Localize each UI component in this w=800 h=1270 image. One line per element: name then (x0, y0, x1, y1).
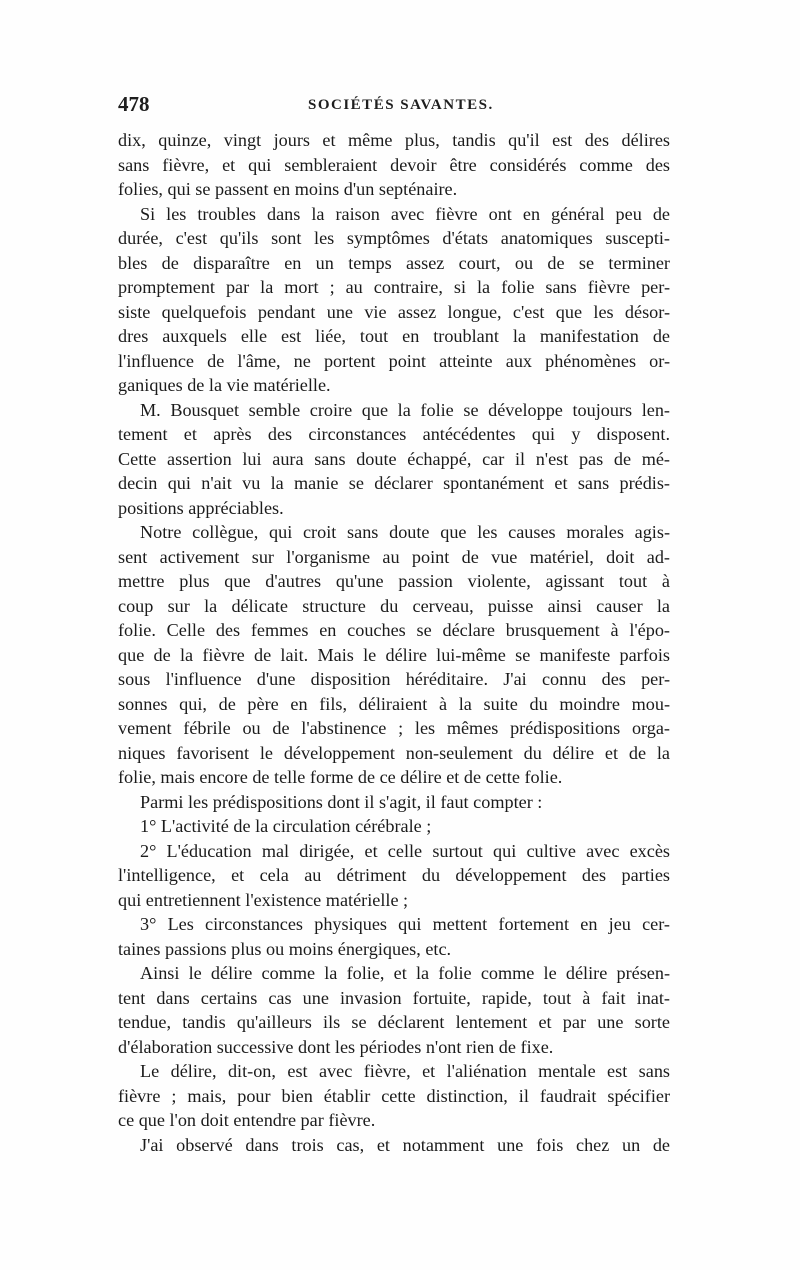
text-line: 2° L'éducation mal dirigée, et celle surtout qui cultive avec excès (140, 840, 670, 861)
text-line: bles de disparaître en un temps assez court, ou de se terminer (118, 252, 670, 273)
text-line: sans fièvre, et qui sembleraient devoir être considérés comme des (118, 154, 670, 175)
text-line: M. Bousquet semble croire que la folie se développe toujours len- (140, 399, 670, 420)
text-line: tent dans certains cas une invasion fortuite, rapide, tout à fait inat- (118, 987, 670, 1008)
text-line: promptement par la mort ; au contraire, si la folie sans fièvre per- (118, 277, 670, 297)
text-line: que de la fièvre de lait. Mais le délire lui-même se manifeste parfois (118, 644, 670, 665)
text-line: positions appréciables. (118, 497, 284, 518)
text-line: Si les troubles dans la raison avec fièvre ont en général peu de (140, 203, 670, 224)
text-line: folies, qui se passent en moins d'un septénaire. (118, 179, 458, 199)
text-line: coup sur la délicate structure du cerveau, puisse ainsi causer la (118, 595, 670, 616)
text-line: 3° Les circonstances physiques qui mettent fortement en jeu cer- (140, 914, 670, 934)
text-line: l'influence de l'âme, ne portent point atteinte aux phénomènes or- (118, 350, 670, 371)
text-line: sonnes qui, de père en fils, déliraient à la suite du moindre mou- (118, 693, 670, 714)
text-line: fièvre ; mais, pour bien établir cette distinction, il faudrait spécifier (118, 1085, 670, 1106)
text-line: Le délire, dit-on, est avec fièvre, et l'aliénation mentale est sans (140, 1061, 670, 1081)
running-head (118, 92, 678, 118)
running-title: SOCIÉTÉS SAVANTES. (308, 97, 494, 113)
text-line: l'intelligence, et cela au détriment du développement des parties (118, 865, 670, 885)
text-line: Cette assertion lui aura sans doute échappé, car il n'est pas de mé- (118, 448, 670, 469)
text-line: tement et après des circonstances antécédentes qui y disposent. (118, 424, 670, 444)
text-line: siste quelquefois pendant une vie assez longue, c'est que les désor- (118, 301, 670, 322)
text-line: dres auxquels elle est liée, tout en troublant la manifestation de (118, 326, 670, 346)
text-line: qui entretiennent l'existence matérielle ; (118, 889, 409, 910)
text-line: folie. Celle des femmes en couches se déclare brusquement à l'épo- (118, 620, 670, 640)
text-line: folie, mais encore de telle forme de ce délire et de cette folie. (118, 767, 563, 787)
text-line: Parmi les prédispositions dont il s'agit, il faut compter : (140, 791, 543, 812)
text-line: dix, quinze, vingt jours et même plus, tandis qu'il est des délires (118, 130, 670, 150)
text-line: decin qui n'ait vu la manie se déclarer spontanément et sans prédis- (118, 473, 670, 493)
text-line: 1° L'activité de la circulation cérébrale ; (140, 816, 432, 836)
page-number: 478 (118, 92, 150, 116)
text-line: durée, c'est qu'ils sont les symptômes d'états anatomiques suscepti- (118, 228, 670, 248)
text-line: tendue, tandis qu'ailleurs ils se déclarent lentement et par une sorte (118, 1012, 670, 1032)
text-line: taines passions plus ou moins énergiques, etc. (118, 938, 452, 959)
body-text (118, 128, 670, 1157)
text-line: ganiques de la vie matérielle. (118, 375, 331, 395)
text-line: J'ai observé dans trois cas, et notamment une fois chez un de (140, 1134, 670, 1155)
text-line: vement fébrile ou de l'abstinence ; les mêmes prédispositions orga- (118, 718, 670, 738)
text-line: sent activement sur l'organisme au point de vue matériel, doit ad- (118, 546, 670, 567)
text-line: ce que l'on doit entendre par fièvre. (118, 1110, 376, 1130)
text-line: niques favorisent le développement non-seulement du délire et de la (118, 742, 670, 763)
text-line: Ainsi le délire comme la folie, et la folie comme le délire présen- (140, 963, 670, 983)
text-line: Notre collègue, qui croit sans doute que les causes morales agis- (140, 522, 670, 542)
text-line: sous l'influence d'une disposition héréditaire. J'ai connu des per- (118, 669, 670, 689)
text-line: d'élaboration successive dont les périodes n'ont rien de fixe. (118, 1036, 554, 1057)
text-line: mettre plus que d'autres qu'une passion violente, agissant tout à (118, 571, 670, 591)
